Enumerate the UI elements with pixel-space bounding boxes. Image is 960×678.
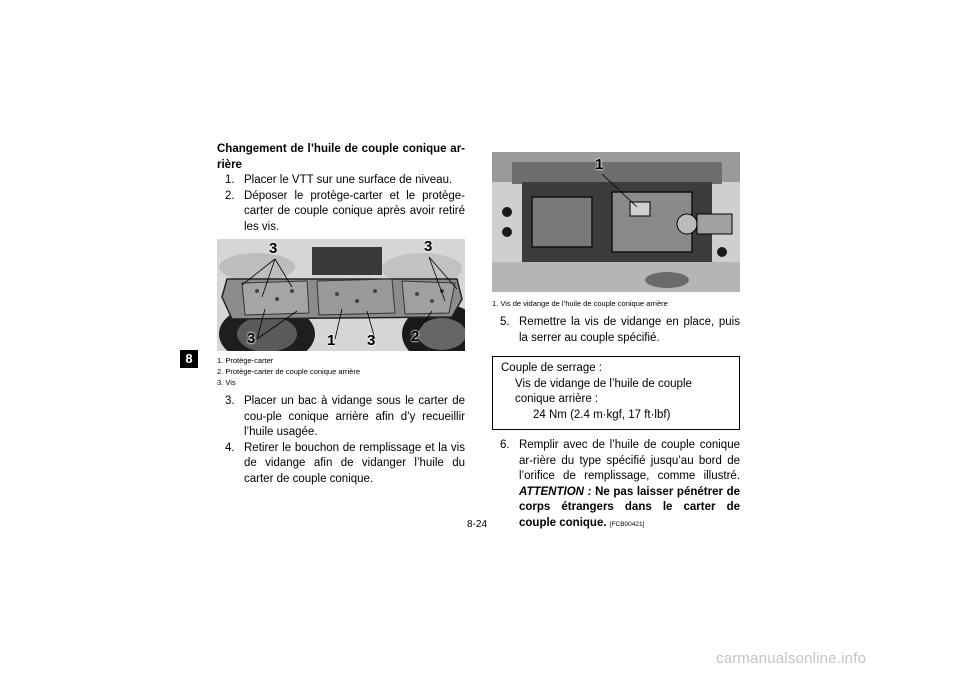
- callout-3: 3: [367, 332, 376, 349]
- step-number: 5.: [500, 316, 510, 328]
- attention-label: ATTENTION :: [519, 485, 592, 498]
- step-2: [217, 189, 465, 236]
- step-5: [492, 315, 740, 346]
- step-number: 2.: [225, 189, 235, 202]
- step-1: [217, 173, 465, 189]
- reference-code: [FCB00421]: [609, 520, 645, 528]
- skid-plate-photo: [217, 239, 465, 351]
- figure-caption: [492, 298, 740, 309]
- spec-value: 24 Nm (2.4 m·kgf, 17 ft·lbf): [533, 408, 671, 421]
- step-text: Retirer le bouchon de remplissage et la vis de vidange afin de vidanger l’huile du carter de couple conique.: [244, 441, 465, 485]
- torque-spec-box: [492, 356, 740, 430]
- step-number: 3.: [225, 395, 235, 407]
- left-column: [217, 142, 465, 487]
- caption-line: 2. Protège-carter de couple conique arrière: [217, 367, 360, 376]
- step-number: 6.: [500, 439, 510, 451]
- drain-bolt-illustration: [492, 152, 740, 292]
- section-tab: 8: [180, 350, 198, 368]
- page-number: 8-24: [467, 519, 488, 530]
- callout-3: 3: [269, 240, 278, 257]
- caption-line: 1. Protège-carter: [217, 356, 274, 365]
- spec-item: Vis de vidange de l’huile de couple conique arrière :: [515, 377, 692, 405]
- caption-line: 1. Vis de vidange de l’huile de couple conique arrière: [492, 299, 668, 308]
- spec-title: Couple de serrage :: [501, 362, 603, 374]
- step-text: Placer un bac à vidange sous le carter de cou-ple conique arrière afin d’y recueillir l’huile usagée.: [244, 395, 465, 438]
- section-heading: Changement de l’huile de couple conique ar-rière: [217, 143, 465, 171]
- step-6-text: Remplir avec de l’huile de couple conique ar-rière du type spécifié jusqu’au bord de l’orifice de remplissage, comme illustré.: [519, 439, 740, 482]
- step-3: [217, 394, 465, 441]
- step-number: 4.: [225, 441, 235, 454]
- watermark: carmanualsonline.info: [716, 650, 867, 667]
- callout-1: 1: [327, 332, 336, 349]
- attention-text: Ne pas laisser pénétrer de corps étrangers dans le carter de couple conique.: [519, 485, 740, 529]
- callout-3: 3: [424, 239, 433, 255]
- callout-2: 2: [411, 328, 420, 345]
- step-text: [519, 438, 740, 532]
- right-column: [492, 298, 740, 532]
- step-6: [492, 438, 740, 532]
- step-text: Remettre la vis de vidange en place, puis la serrer au couple spécifié.: [519, 316, 740, 344]
- step-4: [217, 441, 465, 488]
- callout-1: 1: [595, 156, 604, 173]
- figure-caption: [217, 355, 465, 388]
- callout-3: 3: [247, 330, 256, 347]
- step-number: 1.: [225, 174, 235, 186]
- step-text: Déposer le protège-carter et le protège-carter de couple conique après avoir retiré les vis.: [244, 189, 465, 233]
- caption-line: 3. Vis: [217, 378, 236, 387]
- drain-bolt-photo: [492, 152, 740, 292]
- step-text: Placer le VTT sur une surface de niveau.: [244, 174, 453, 186]
